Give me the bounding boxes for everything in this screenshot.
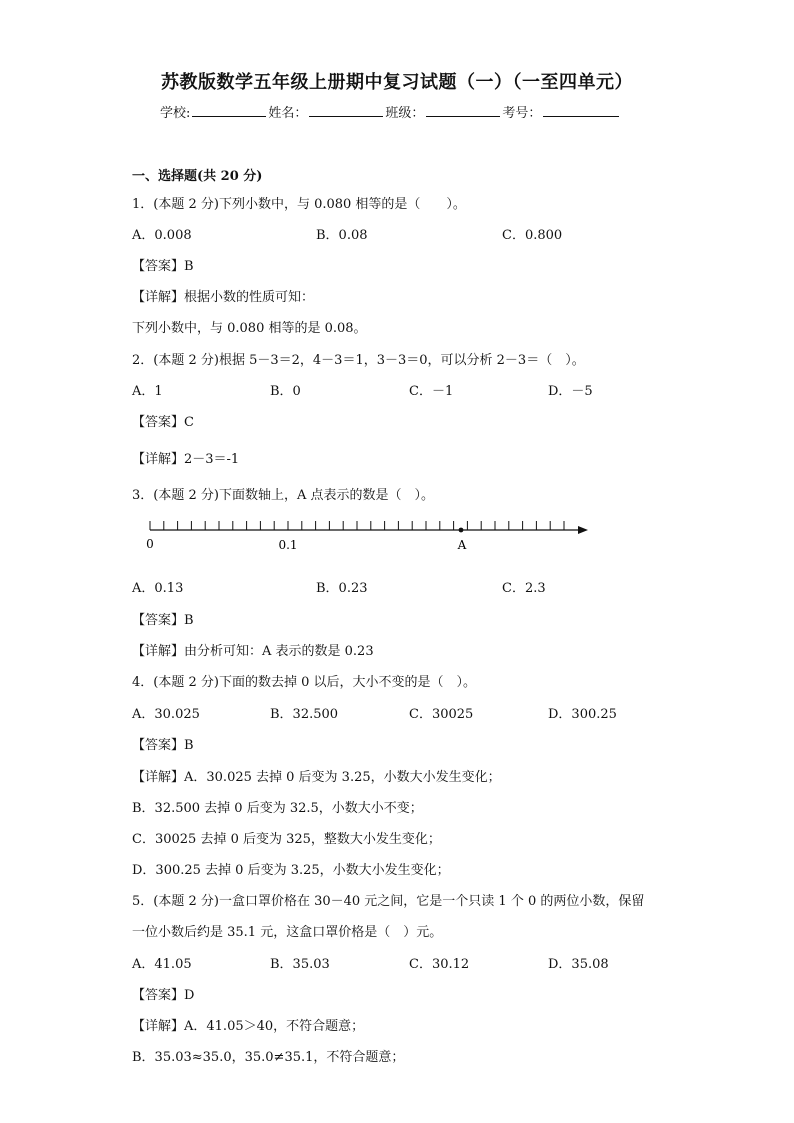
axis-label-tenth: 0.1 (278, 538, 298, 552)
q5-option-a[interactable]: A．41.05 (132, 957, 192, 972)
q3-option-b[interactable]: B．0.23 (316, 581, 368, 596)
q4-option-c[interactable]: C．30025 (409, 707, 474, 722)
q2-option-c[interactable]: C．－1 (409, 384, 454, 399)
q2-option-d[interactable]: D．－5 (548, 384, 593, 399)
q4-detail-2: B．32.500 去掉 0 后变为 32.5，小数大小不变； (132, 801, 423, 816)
name-blank[interactable] (309, 104, 383, 117)
q2-option-a[interactable]: A．1 (132, 384, 163, 399)
q1-stem: 1．(本题 2 分)下列小数中，与 0.080 相等的是（ ）。 (132, 197, 466, 212)
q2-detail-1: 【详解】2－3＝-1 (132, 452, 240, 467)
q4-detail-1: 【详解】A．30.025 去掉 0 后变为 3.25，小数大小发生变化； (132, 770, 501, 785)
q1-detail-1: 【详解】根据小数的性质可知： (132, 290, 315, 305)
q2-option-b[interactable]: B．0 (270, 384, 301, 399)
q4-option-a[interactable]: A．30.025 (132, 707, 200, 722)
number-label: 考号： (502, 106, 542, 121)
q4-stem: 4．(本题 2 分)下面的数去掉 0 以后，大小不变的是（ ）。 (132, 675, 476, 690)
q4-option-d[interactable]: D．300.25 (548, 707, 617, 722)
q5-option-c[interactable]: C．30.12 (409, 957, 470, 972)
number-line-ticks (150, 521, 564, 530)
q5-stem-line-1: 5．(本题 2 分)一盒口罩价格在 30－40 元之间，它是一个只读 1 个 0 的两位小数，保留 (132, 894, 645, 909)
q1-option-a[interactable]: A．0.008 (132, 228, 192, 243)
school-blank[interactable] (192, 104, 266, 117)
number-line (132, 512, 602, 552)
section-heading: 一、选择题(共 20 分) (132, 169, 263, 184)
q5-stem-line-2: 一位小数后约是 35.1 元，这盒口罩价格是（ ）元。 (132, 925, 443, 940)
q4-detail-3: C．30025 去掉 0 后变为 325，整数大小发生变化； (132, 832, 441, 847)
point-a-dot (459, 528, 464, 533)
axis-label-a: A (457, 538, 467, 552)
class-blank[interactable] (426, 104, 500, 117)
class-label: 班级： (385, 106, 425, 121)
q4-option-b[interactable]: B．32.500 (270, 707, 339, 722)
page-title: 苏教版数学五年级上册期中复习试题（一）（一至四单元） (161, 72, 633, 93)
name-label: 姓名： (268, 106, 308, 121)
q5-answer: 【答案】D (132, 988, 195, 1003)
q5-detail-2: B．35.03≈35.0，35.0≠35.1，不符合题意； (132, 1050, 405, 1065)
q1-option-b[interactable]: B．0.08 (316, 228, 368, 243)
q1-answer: 【答案】B (132, 259, 194, 274)
q4-detail-4: D．300.25 去掉 0 后变为 3.25，小数大小发生变化； (132, 863, 450, 878)
q4-answer: 【答案】B (132, 738, 194, 753)
q1-detail-2: 下列小数中，与 0.080 相等的是 0.08。 (132, 321, 367, 336)
q3-option-c[interactable]: C．2.3 (502, 581, 546, 596)
q5-option-b[interactable]: B．35.03 (270, 957, 330, 972)
q3-answer: 【答案】B (132, 613, 194, 628)
q3-detail-1: 【详解】由分析可知：A 表示的数是 0.23 (132, 644, 374, 659)
student-info-line (160, 102, 621, 121)
q5-option-d[interactable]: D．35.08 (548, 957, 609, 972)
q2-stem: 2．(本题 2 分)根据 5－3＝2，4－3＝1，3－3＝0，可以分析 2－3＝（ ）。 (132, 353, 585, 368)
q2-answer: 【答案】C (132, 415, 194, 430)
school-label: 学校: (160, 106, 191, 121)
q1-option-c[interactable]: C．0.800 (502, 228, 563, 243)
arrow-icon (578, 526, 588, 534)
axis-label-zero: 0 (146, 537, 154, 551)
q3-stem: 3．(本题 2 分)下面数轴上，A 点表示的数是（ ）。 (132, 488, 434, 503)
number-blank[interactable] (543, 104, 619, 117)
q5-detail-1: 【详解】A．41.05＞40，不符合题意； (132, 1019, 365, 1034)
q3-option-a[interactable]: A．0.13 (132, 581, 184, 596)
